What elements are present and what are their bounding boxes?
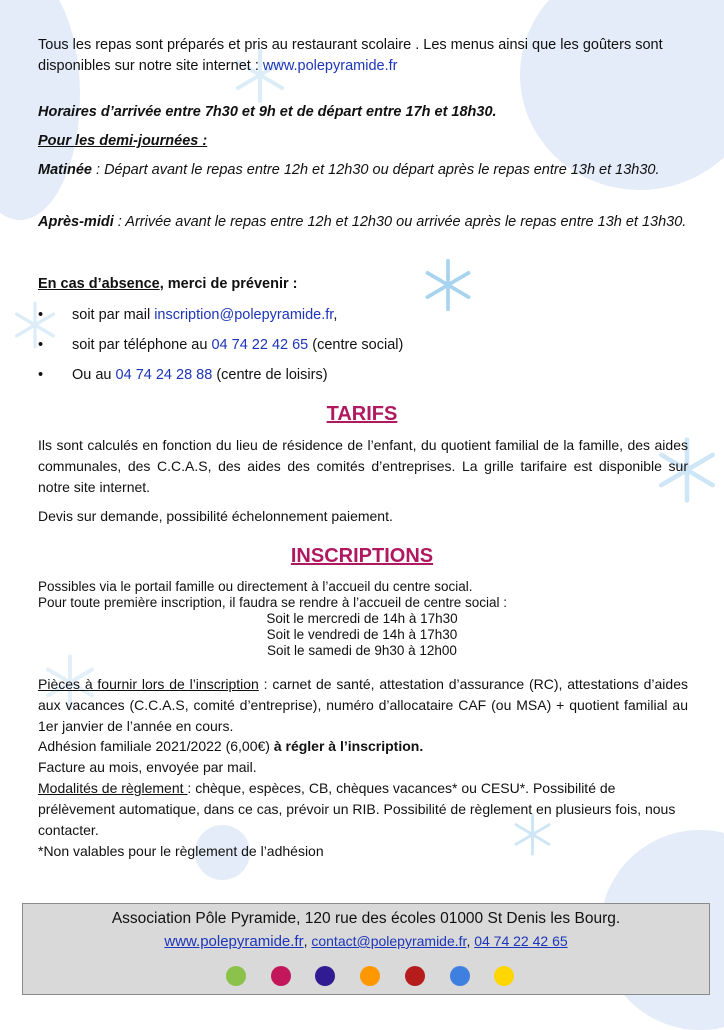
footer-separator: , — [303, 933, 312, 949]
intro-paragraph — [38, 35, 688, 77]
email-link[interactable]: inscription@polepyramide.fr — [154, 307, 334, 323]
adhesion-bold: à régler à l’inscription. — [273, 738, 424, 754]
modalites-text: : chèque, espèces, CB, chèques vacances* ou CESU*. Possibilité de prélèvement automatique, dans ce cas, prévoir un RIB. Possibilité de règlement en plusieurs fois, nous contacter. — [38, 780, 676, 838]
schedule-line: Soit le samedi de 9h30 à 12h00 — [267, 643, 457, 658]
phone-link[interactable]: 04 74 24 28 88 — [115, 367, 213, 383]
footer-phone-link[interactable]: 04 74 22 42 65 — [474, 933, 568, 949]
demi-journees-heading: Pour les demi-journées : — [38, 133, 208, 149]
color-dot — [315, 966, 335, 986]
apresmidi-text: : Arrivée avant le repas entre 12h et 12h30 ou arrivée après le repas entre 13h et 13h30. — [113, 214, 687, 230]
color-dots — [23, 966, 709, 988]
phone-link[interactable]: 04 74 22 42 65 — [211, 337, 309, 353]
apresmidi-label: Après-midi — [38, 214, 114, 230]
item-text: soit par téléphone au — [72, 337, 212, 353]
footer-box — [22, 903, 710, 995]
color-dot — [226, 966, 246, 986]
pieces-text: : carnet de santé, attestation d’assurance (RC), attestations d’aides aux vacances (C.C.A.S, comité d’entreprise), numéro d’allocataire CAF (ou MSA) + quotient familial au 1er janvier de l’année en cours. — [38, 676, 688, 734]
footer-contacts — [23, 933, 709, 950]
footer-site-link[interactable]: www.polepyramide.fr — [164, 933, 304, 950]
matinee-text: : Départ avant le repas entre 12h et 12h30 ou départ après le repas entre 13h et 13h30. — [92, 162, 660, 178]
adhesion-line — [38, 736, 688, 757]
item-text: Ou au — [72, 367, 116, 383]
inscriptions-title: INSCRIPTIONS — [290, 545, 434, 567]
tarifs-paragraph: Ils sont calculés en fonction du lieu de résidence de l’enfant, du quotient familial de la famille, des aides communales, des C.C.A.S, des aides des comités d’entreprises. La grille tarifaire est disponible sur notre site internet. — [38, 437, 688, 495]
color-dot — [405, 966, 425, 986]
absence-heading-underlined: En cas d’absence — [38, 276, 160, 292]
inscriptions-line: Pour toute première inscription, il faudra se rendre à l’accueil de centre social : — [38, 595, 507, 610]
footer-address: Association Pôle Pyramide, 120 rue des écoles 01000 St Denis les Bourg. — [111, 910, 621, 927]
color-dot — [450, 966, 470, 986]
apresmidi-paragraph — [38, 212, 688, 233]
item-text: , — [333, 307, 338, 323]
pieces-paragraph — [38, 674, 688, 737]
item-text: (centre social) — [308, 337, 404, 353]
color-dot — [360, 966, 380, 986]
intro-text: Tous les repas sont préparés et pris au restaurant scolaire . Les menus ainsi que les goûters sont disponibles sur notre site internet : — [38, 37, 663, 74]
bullet-icon: • — [38, 337, 44, 353]
footer-email-link[interactable]: contact@polepyramide.fr — [311, 933, 467, 949]
color-dot — [494, 966, 514, 986]
absence-heading-rest: , merci de prévenir : — [159, 276, 298, 292]
matinee-paragraph — [38, 160, 688, 181]
tarifs-devis: Devis sur demande, possibilité échelonnement paiement. — [38, 508, 393, 524]
schedule-line: Soit le mercredi de 14h à 17h30 — [266, 611, 458, 626]
note-line: *Non valables pour le règlement de l’adhésion — [38, 843, 324, 859]
modalites-label: Modalités de règlement — [38, 780, 188, 796]
bullet-icon: • — [38, 307, 44, 323]
matinee-label: Matinée — [38, 162, 92, 178]
item-text: soit par mail — [72, 307, 155, 323]
adhesion-text: Adhésion familiale 2021/2022 (6,00€) — [38, 738, 274, 754]
site-link[interactable]: www.polepyramide.fr — [262, 58, 398, 74]
pieces-label: Pièces à fournir lors de l’inscription — [38, 676, 259, 692]
item-text: (centre de loisirs) — [212, 367, 328, 383]
modalites-paragraph — [38, 778, 688, 841]
horaires-line: Horaires d’arrivée entre 7h30 et 9h et de départ entre 17h et 18h30. — [38, 104, 497, 120]
absence-heading — [38, 274, 688, 295]
schedule-line: Soit le vendredi de 14h à 17h30 — [266, 627, 458, 642]
footer-separator: , — [466, 933, 475, 949]
tarifs-title: TARIFS — [326, 403, 398, 425]
inscriptions-line: Possibles via le portail famille ou directement à l’accueil du centre social. — [38, 579, 473, 594]
color-dot — [271, 966, 291, 986]
facture-line: Facture au mois, envoyée par mail. — [38, 759, 257, 775]
bullet-icon: • — [38, 367, 44, 383]
